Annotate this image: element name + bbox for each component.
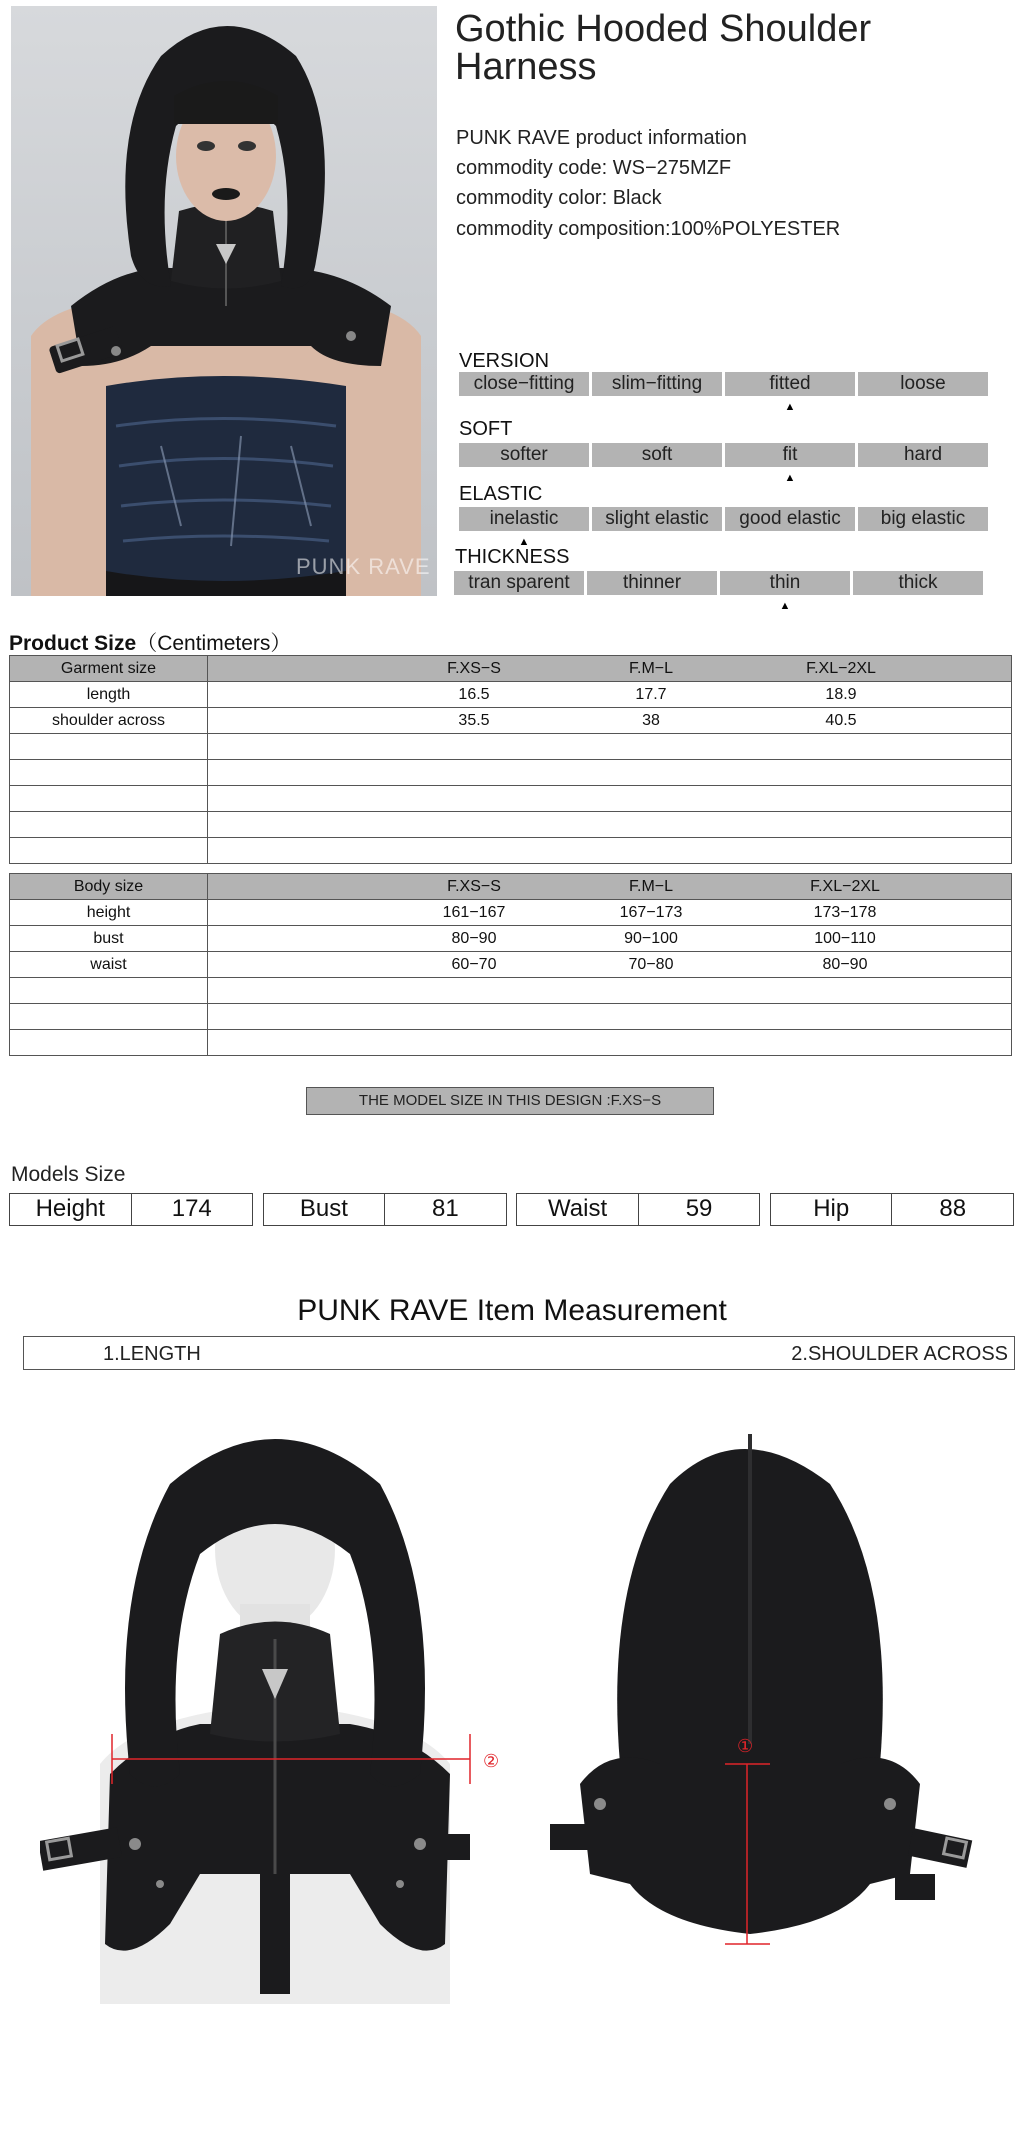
table-cell: 80−90 [451,929,497,947]
table-cell: 16.5 [458,685,490,703]
table-cell: 161−167 [442,903,506,921]
shoulder-marker: ② [483,1751,500,1772]
selected-pointer-icon: ▲ [518,536,530,548]
elastic-option: slight elastic [592,507,722,531]
model-waist [516,1193,760,1226]
version-label: VERSION [459,350,550,372]
model-height [9,1193,253,1226]
table-cell: 38 [642,711,660,729]
measurement-shoulder-label: 2.SHOULDER ACROSS [791,1343,1008,1365]
table-cell: 60−70 [451,955,497,973]
table-cell: 173−178 [813,903,877,921]
elastic-label: ELASTIC [459,483,543,505]
thickness-option-selected: thin ▲ [720,571,850,595]
thickness-option: thinner [587,571,717,595]
table-row-empty [10,734,1012,760]
size-column-header: F.XS−S [447,877,501,895]
models-size-title: Models Size [11,1163,126,1186]
thickness-option: tran sparent [454,571,584,595]
commodity-color: commodity color: Black [456,187,662,209]
model-stat-label: Height [10,1194,132,1225]
product-photo-model [11,6,437,596]
table-row-empty [10,812,1012,838]
garment-size-table [9,655,1012,864]
row-label: bust [10,926,208,952]
row-label: height [10,900,208,926]
row-label: waist [10,952,208,978]
model-size-banner: THE MODEL SIZE IN THIS DESIGN :F.XS−S [306,1087,714,1115]
table-cell: 100−110 [814,929,876,947]
size-column-header: F.XL−2XL [810,877,880,895]
table-cell: 70−80 [628,955,674,973]
table-cell: 90−100 [624,929,678,947]
table-row-empty [10,838,1012,864]
version-option: slim−fitting [592,372,722,396]
length-marker: ① [737,1736,754,1757]
model-stat-value: 59 [685,1195,713,1222]
thickness-option: thick [853,571,983,595]
model-stat-value: 81 [432,1195,459,1222]
selected-pointer-icon: ▲ [784,401,796,413]
product-size-title: Product Size（Centimeters） [9,632,292,655]
elastic-option-selected: inelastic ▲ [459,507,589,531]
row-label: length [10,682,208,708]
model-stat-value: 174 [171,1195,212,1222]
table-row [10,926,1012,952]
thickness-scale [454,571,983,612]
table-cell: 35.5 [458,711,490,729]
body-size-table [9,873,1012,1056]
measurement-length-label: 1.LENGTH [103,1343,201,1365]
model-stat-label: Hip [771,1194,893,1225]
version-scale [459,372,988,413]
table-row [10,952,1012,978]
product-photo-back [550,1404,1010,2004]
table-row-empty [10,786,1012,812]
soft-option: softer [459,443,589,467]
commodity-code: commodity code: WS−275MZF [456,157,732,179]
models-size-row [9,1193,1014,1226]
table-cell: 167−173 [619,903,683,921]
product-title: Gothic Hooded Shoulder Harness [455,8,872,88]
table-row-empty [10,1030,1012,1056]
table-cell: 18.9 [825,685,857,703]
table-cell: 40.5 [825,711,857,729]
soft-scale [459,443,988,484]
table-row-empty [10,760,1012,786]
model-stat-label: Waist [517,1194,639,1225]
table-row [10,900,1012,926]
table-row [10,682,1012,708]
table-header-row [10,874,1012,900]
thickness-label: THICKNESS [455,546,570,568]
size-column-header: F.M−L [628,659,674,677]
table-row-empty [10,978,1012,1004]
size-column-header: F.XS−S [447,659,501,677]
model-hip [770,1193,1014,1226]
soft-option: soft [592,443,722,467]
version-option-selected: fitted ▲ [725,372,855,396]
soft-option: hard [858,443,988,467]
selected-pointer-icon: ▲ [784,472,796,484]
version-option: close−fitting [459,372,589,396]
version-option: loose [858,372,988,396]
body-size-header: Body size [10,874,208,900]
table-cell: 17.7 [635,685,667,703]
soft-label: SOFT [459,418,513,440]
soft-option-selected: fit ▲ [725,443,855,467]
size-column-header: F.M−L [628,877,674,895]
model-stat-value: 88 [939,1195,967,1222]
measurement-title: PUNK RAVE Item Measurement [297,1294,727,1327]
table-row [10,708,1012,734]
elastic-option: good elastic [725,507,855,531]
elastic-scale [459,507,988,548]
table-cell: 80−90 [822,955,868,973]
row-label: shoulder across [10,708,208,734]
table-row-empty [10,1004,1012,1030]
model-stat-label: Bust [264,1194,386,1225]
size-column-header: F.XL−2XL [806,659,876,677]
photo-watermark: PUNK RAVE [296,554,431,579]
selected-pointer-icon: ▲ [779,600,791,612]
table-header-row [10,656,1012,682]
product-photo-front [40,1404,500,2004]
garment-size-header: Garment size [10,656,208,682]
commodity-composition: commodity composition:100%POLYESTER [456,218,841,240]
model-bust [263,1193,507,1226]
info-heading: PUNK RAVE product information [456,127,747,149]
elastic-option: big elastic [858,507,988,531]
